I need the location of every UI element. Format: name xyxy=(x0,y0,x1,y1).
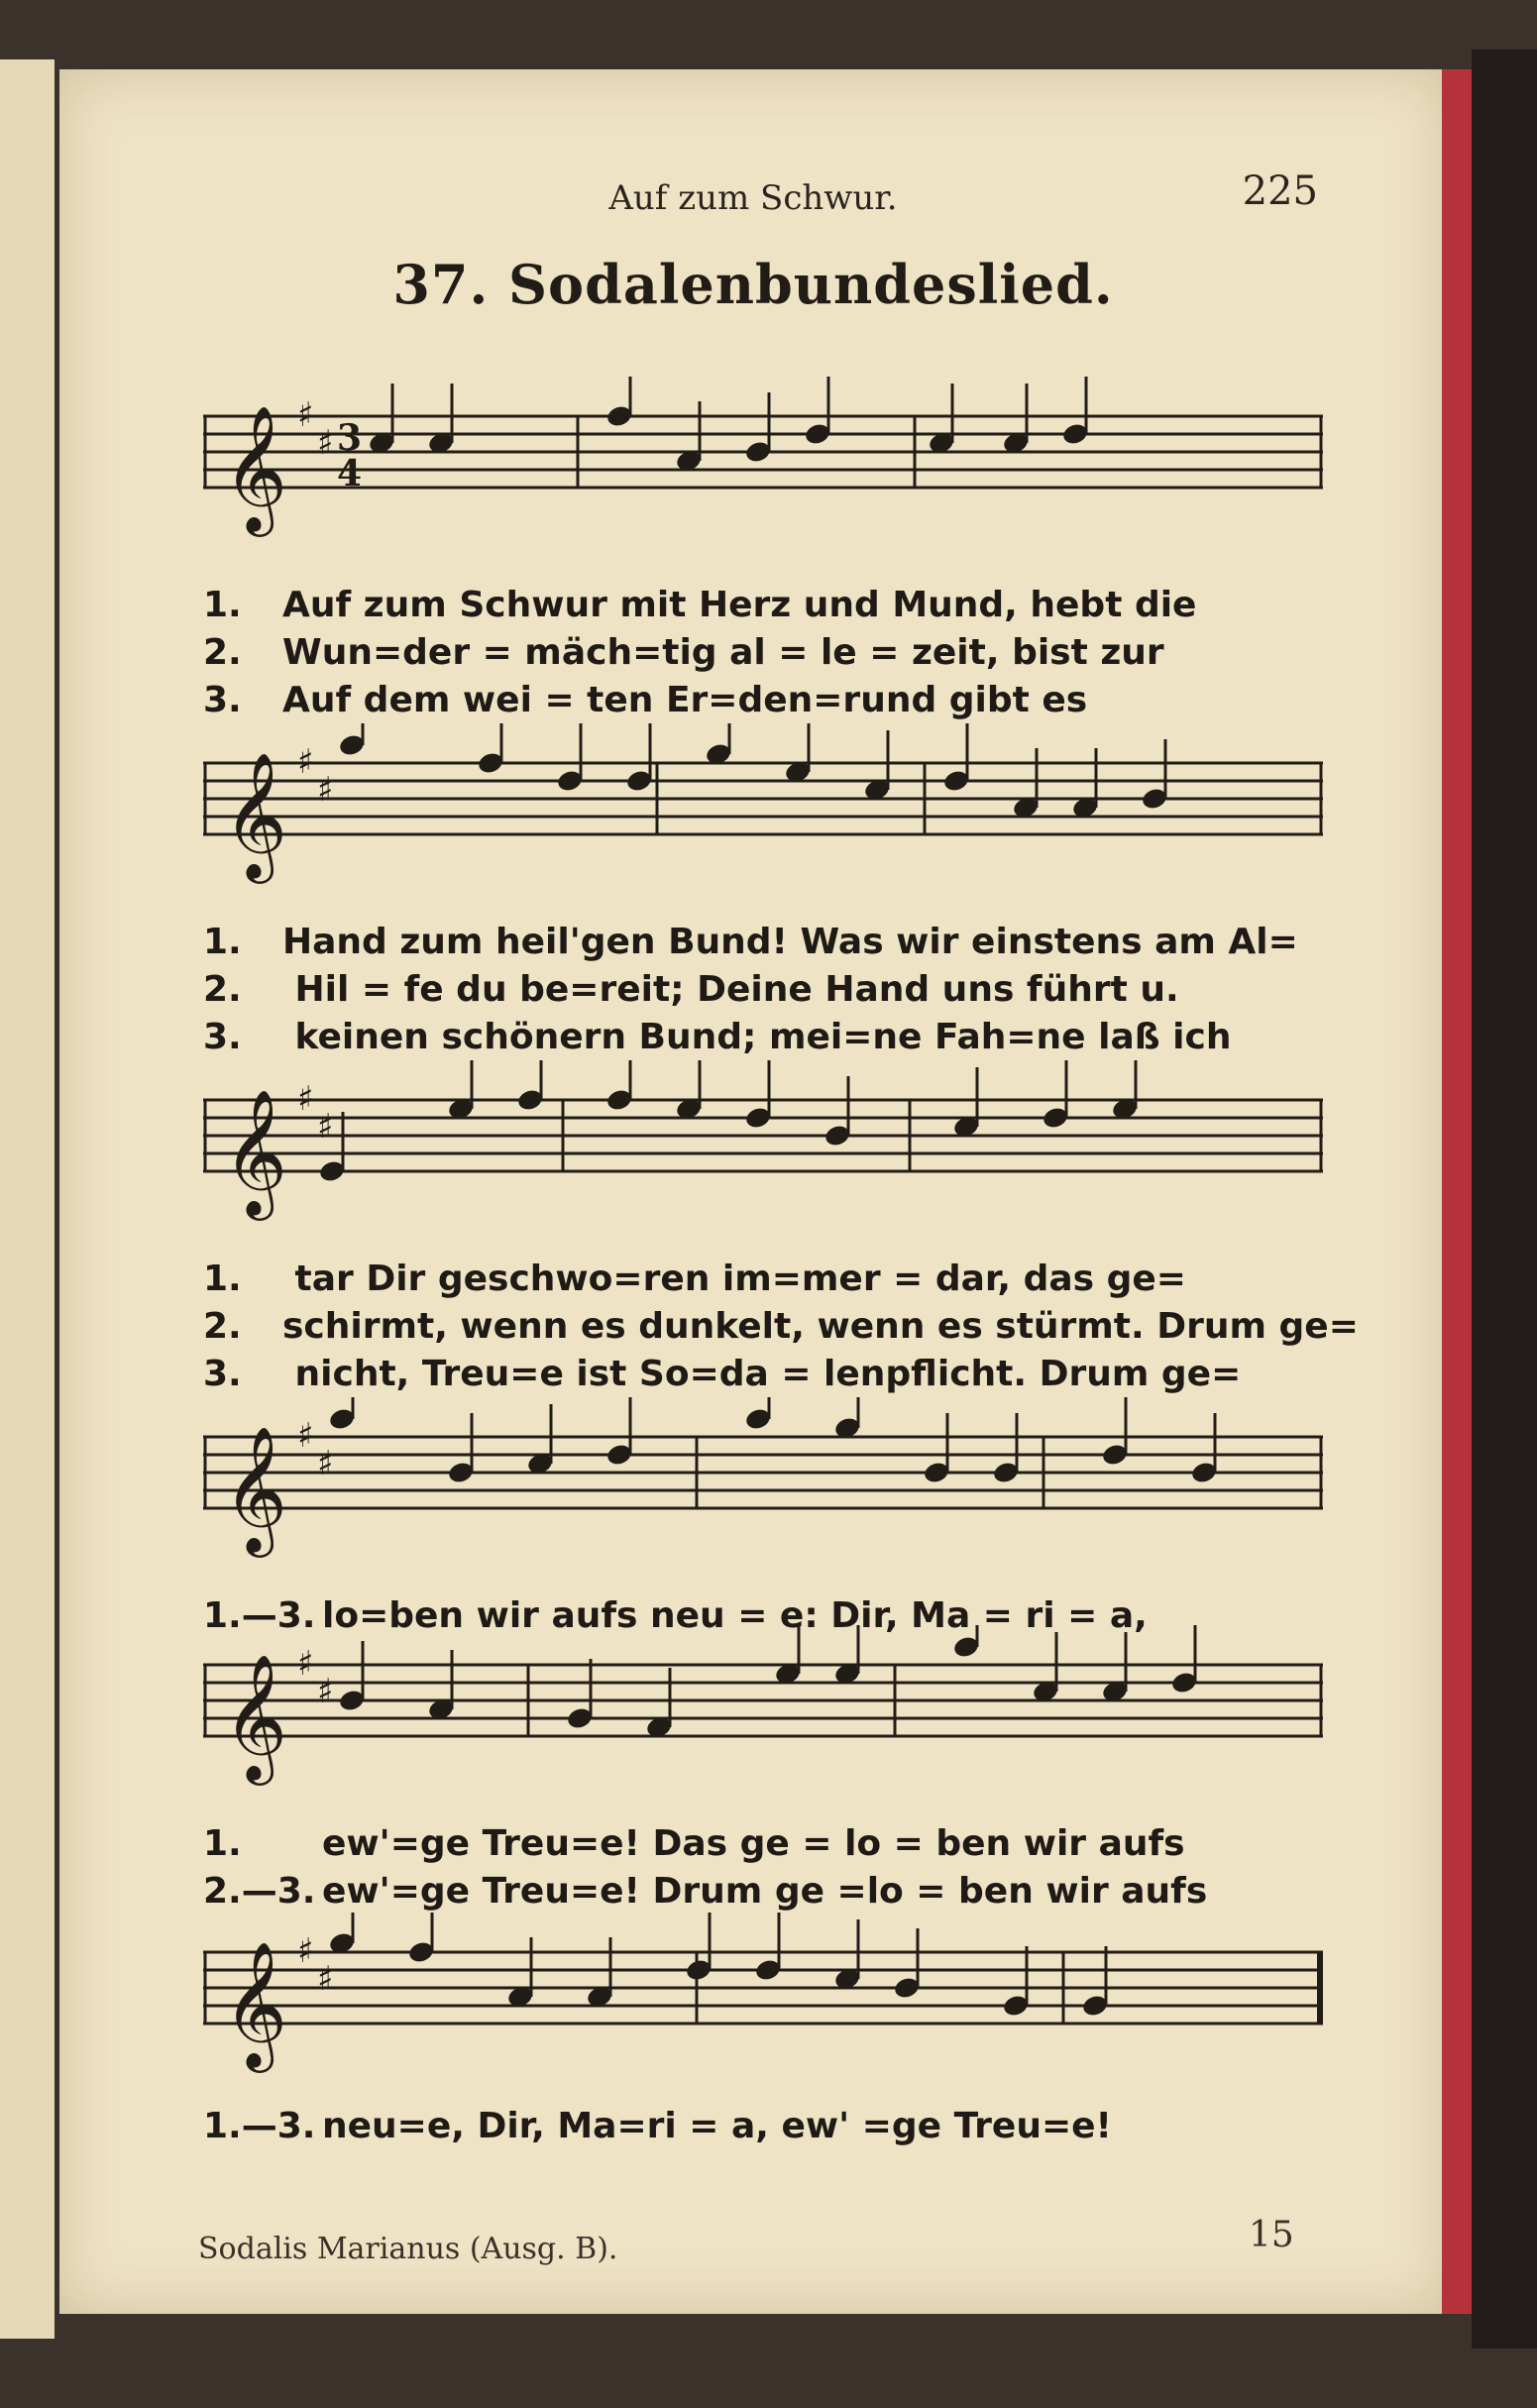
verse-number: 1.—3. xyxy=(203,2106,316,2146)
lyric-line xyxy=(203,1306,1359,1350)
sharp-icon: ♯ xyxy=(297,1931,314,1971)
staff-1 xyxy=(203,377,1323,565)
verse-number: 3. xyxy=(203,1354,242,1394)
sharp-icon: ♯ xyxy=(297,1644,314,1684)
sharp-icon: ♯ xyxy=(317,1672,334,1711)
lyric-line xyxy=(203,969,1323,1013)
sharp-icon: ♯ xyxy=(317,1107,334,1147)
lyric-line xyxy=(203,1871,1323,1915)
staff-4 xyxy=(203,1397,1323,1586)
sharp-icon: ♯ xyxy=(317,1959,334,1999)
verse-number: 2. xyxy=(203,969,242,1010)
book-page xyxy=(59,69,1447,2314)
verse-number: 3. xyxy=(203,680,242,720)
treble-clef-icon: 𝄞 xyxy=(223,1088,288,1215)
treble-clef-icon: 𝄞 xyxy=(223,751,288,878)
sharp-icon: ♯ xyxy=(317,1444,334,1483)
lyric-text: Wun=der = mäch=tig al = le = zeit, bist zur xyxy=(282,632,1164,673)
lyric-line xyxy=(203,1354,1323,1397)
verse-number: 2. xyxy=(203,632,242,673)
lyric-line xyxy=(203,680,1323,723)
lyric-line xyxy=(203,1259,1323,1302)
staff-2 xyxy=(203,723,1323,912)
sharp-icon: ♯ xyxy=(317,770,334,810)
sharp-icon: ♯ xyxy=(297,742,314,782)
treble-clef-icon: 𝄞 xyxy=(223,1425,288,1552)
time-signature-top: 3 xyxy=(337,417,363,459)
lyric-text: lo=ben wir aufs neu = e: Dir, Ma = ri = a, xyxy=(322,1595,1148,1636)
sharp-icon: ♯ xyxy=(297,395,314,435)
lyric-text: tar Dir geschwo=ren im=mer = dar, das ge= xyxy=(282,1259,1186,1299)
lyric-line xyxy=(203,1823,1323,1867)
lyric-text: ew'=ge Treu=e! Drum ge =lo = ben wir aufs xyxy=(322,1871,1208,1912)
lyric-text: neu=e, Dir, Ma=ri = a, ew' =ge Treu=e! xyxy=(322,2106,1112,2146)
verse-number: 1. xyxy=(203,585,242,625)
page-edge-red xyxy=(1442,69,1472,2314)
lyric-line xyxy=(203,922,1323,965)
song-title: 37. Sodalenbundeslied. xyxy=(392,253,1114,316)
lyric-line xyxy=(203,2106,1323,2149)
verse-number: 1. xyxy=(203,922,242,962)
sharp-icon: ♯ xyxy=(297,1079,314,1119)
lyric-text: ew'=ge Treu=e! Das ge = lo = ben wir aufs xyxy=(322,1823,1185,1864)
verse-number: 1.—3. xyxy=(203,1595,316,1636)
verse-number: 1. xyxy=(203,1259,242,1299)
verse-number: 1. xyxy=(203,1823,242,1864)
signature-mark: 15 xyxy=(1249,2215,1294,2255)
page-number: 225 xyxy=(1242,168,1318,214)
lyric-text: schirmt, wenn es dunkelt, wenn es stürmt. Drum ge= xyxy=(282,1306,1359,1347)
lyric-text: nicht, Treu=e ist So=da = lenpflicht. Drum ge= xyxy=(282,1354,1242,1394)
lyric-text: Auf dem wei = ten Er=den=rund gibt es xyxy=(282,680,1088,720)
facing-page-edge xyxy=(0,59,55,2339)
lyric-line xyxy=(203,632,1323,676)
time-signature-bottom: 4 xyxy=(337,453,363,494)
book-cover-edge xyxy=(1472,50,1537,2349)
verse-number: 2.—3. xyxy=(203,1871,316,1912)
lyric-line xyxy=(203,1017,1323,1060)
lyric-text: Hand zum heil'gen Bund! Was wir einstens am Al= xyxy=(282,922,1298,962)
staff-3 xyxy=(203,1060,1323,1249)
lyric-text: Hil = fe du be=reit; Deine Hand uns führt u. xyxy=(282,969,1179,1010)
treble-clef-icon: 𝄞 xyxy=(223,404,288,531)
verse-number: 3. xyxy=(203,1017,242,1057)
treble-clef-icon: 𝄞 xyxy=(223,1653,288,1780)
treble-clef-icon: 𝄞 xyxy=(223,1940,288,2067)
staff-5 xyxy=(203,1625,1323,1813)
book-title-footer: Sodalis Marianus (Ausg. B). xyxy=(198,2232,618,2266)
lyric-text: keinen schönern Bund; mei=ne Fah=ne laß ich xyxy=(282,1017,1232,1057)
sharp-icon: ♯ xyxy=(317,423,334,463)
running-title: Auf zum Schwur. xyxy=(608,178,898,218)
lyric-line xyxy=(203,585,1323,628)
sharp-icon: ♯ xyxy=(297,1416,314,1456)
staff-6 xyxy=(203,1913,1323,2101)
lyric-text: Auf zum Schwur mit Herz und Mund, hebt die xyxy=(282,585,1197,625)
verse-number: 2. xyxy=(203,1306,242,1347)
